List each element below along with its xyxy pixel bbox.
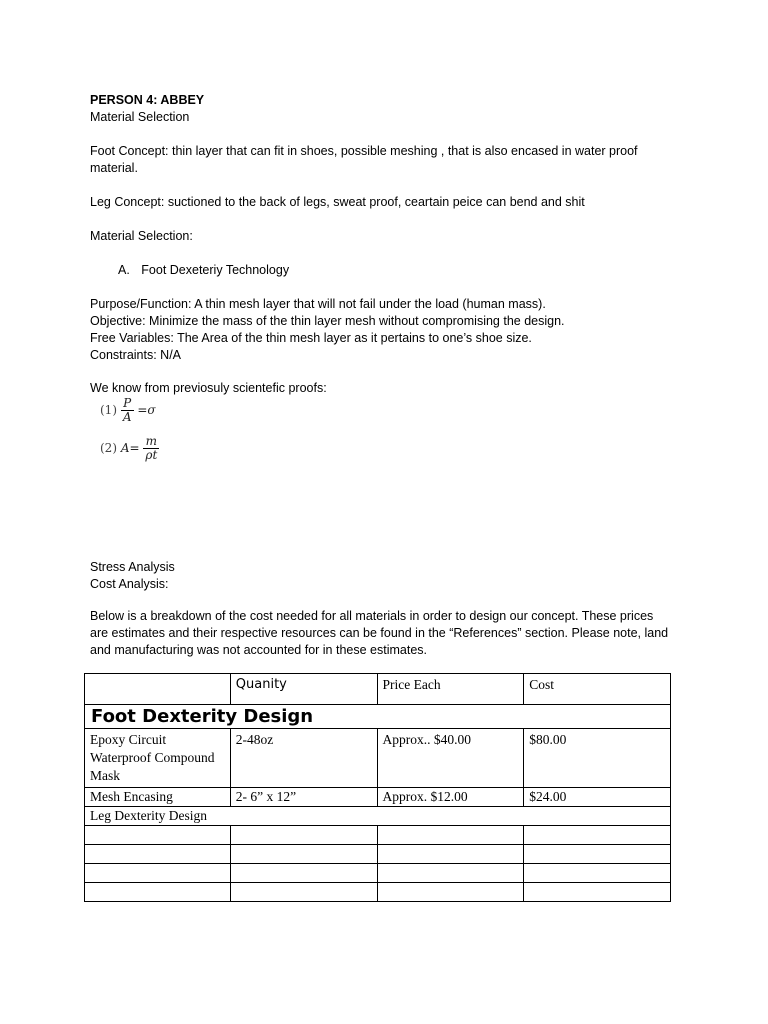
leg-concept: Leg Concept: suctioned to the back of legs, sweat proof, ceartain peice can bend and shit: [90, 195, 585, 209]
empty-cell: [524, 864, 671, 883]
header-cell-quantity: Quanity: [230, 674, 377, 705]
table-row: [85, 788, 671, 807]
table-section-row: [85, 705, 671, 729]
equation-2-fraction: [143, 435, 159, 462]
table-row: [85, 729, 671, 788]
cell-cost: $24.00: [524, 788, 671, 807]
list-item: [118, 262, 698, 279]
analysis-headings: [90, 559, 670, 593]
equation-2-denominator: ρt: [145, 448, 158, 462]
empty-cell: [377, 864, 524, 883]
cell-cost: $80.00: [524, 729, 671, 788]
free-variables-line: Free Variables: The Area of the thin mesh layer as it pertains to one’s shoe size.: [90, 331, 532, 345]
empty-cell: [377, 826, 524, 845]
purpose-line: Purpose/Function: A thin mesh layer that will not fail under the load (human mass).: [90, 297, 546, 311]
empty-cell: [524, 826, 671, 845]
empty-cell: [377, 883, 524, 902]
header-cell-price: Price Each: [377, 674, 524, 705]
equation-1-fraction: [121, 397, 134, 424]
list-marker: A.: [118, 263, 130, 277]
specs-block: [90, 296, 670, 364]
table-row: [85, 883, 671, 902]
empty-cell: [230, 826, 377, 845]
cell-item: Epoxy Circuit Waterproof Compound Mask: [85, 729, 231, 788]
header-cell-item: [85, 674, 231, 705]
cell-item: Mesh Encasing: [85, 788, 231, 807]
table-row: [85, 845, 671, 864]
table-header-row: [85, 674, 671, 705]
material-selection-label: Material Selection:: [90, 229, 193, 243]
constraints-line: Constraints: N/A: [90, 348, 182, 362]
equation-2-number: (2): [100, 441, 117, 455]
empty-cell: [85, 864, 231, 883]
section-subtitle: Material Selection: [90, 110, 190, 124]
equation-1-denominator: A: [122, 410, 132, 424]
foot-concept: Foot Concept: thin layer that can fit in shoes, possible meshing , that is also encased in water proof material.: [90, 144, 638, 175]
list-item-text: Foot Dexeteriy Technology: [141, 263, 290, 277]
objective-line: Objective: Minimize the mass of the thin layer mesh without compromising the design.: [90, 314, 565, 328]
cell-price: Approx. $12.00: [377, 788, 524, 807]
cost-analysis-label: Cost Analysis:: [90, 577, 169, 591]
empty-cell: [85, 883, 231, 902]
equation-2-lhs: A=: [120, 441, 140, 455]
equation-1-rhs: =σ: [137, 403, 156, 417]
empty-cell: [524, 883, 671, 902]
cell-quantity: 2-48oz: [230, 729, 377, 788]
table-row: [85, 864, 671, 883]
foot-design-heading: Foot Dexterity Design: [85, 705, 671, 729]
equation-1: [100, 397, 156, 424]
equation-1-numerator: P: [121, 397, 134, 411]
leg-design-heading: Leg Dexterity Design: [85, 807, 671, 826]
empty-cell: [230, 845, 377, 864]
empty-cell: [85, 826, 231, 845]
empty-cell: [230, 883, 377, 902]
equation-2-numerator: m: [143, 435, 159, 449]
equation-2: [100, 435, 159, 462]
empty-cell: [524, 845, 671, 864]
header-cell-cost: Cost: [524, 674, 671, 705]
stress-analysis-label: Stress Analysis: [90, 560, 175, 574]
empty-cell: [85, 845, 231, 864]
table-row: [85, 826, 671, 845]
proofs-intro: We know from previosuly scientefic proofs:: [90, 381, 327, 395]
cost-paragraph: Below is a breakdown of the cost needed for all materials in order to design our concept. These prices are estimates and their respective resources can be found in the “References” section. Please note, land and manufacturing was not accounted for in these estimates.: [90, 609, 669, 657]
cost-table: [84, 673, 671, 902]
empty-cell: [377, 845, 524, 864]
cell-price: Approx.. $40.00: [377, 729, 524, 788]
empty-cell: [230, 864, 377, 883]
heading-block: [90, 92, 670, 126]
cell-quantity: 2- 6” x 12”: [230, 788, 377, 807]
table-section-row: [85, 807, 671, 826]
equation-1-number: (1): [100, 403, 117, 417]
person-title: PERSON 4: ABBEY: [90, 93, 205, 107]
